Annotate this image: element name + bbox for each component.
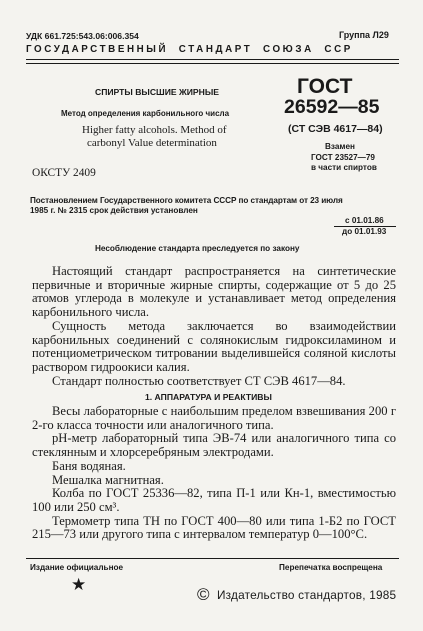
english-title-line2: carbonyl Value determination [87,137,217,149]
replaces-gost: ГОСТ 23527—79 [311,153,375,162]
gost-number: 26592—85 [284,96,380,118]
official-edition: Издание официальное [30,563,124,572]
legal-notice: Несоблюдение стандарта преследуется по закону [95,244,300,253]
document-title: СПИРТЫ ВЫСШИЕ ЖИРНЫЕ [95,87,220,97]
okstu-code: ОКСТУ 2409 [32,167,96,179]
resolution-line1: Постановлением Государственного комитета СССР по стандартам от 23 июля [30,196,343,205]
gost-label: ГОСТ [297,75,353,98]
water-bath-item: Баня водяная. [52,458,126,473]
publisher-line: Издательство стандартов, 1985 [217,588,397,602]
group-code: Группа Л29 [339,30,389,40]
standard-banner: ГОСУДАРСТВЕННЫЙ СТАНДАРТ СОЮЗА ССР [26,44,353,55]
english-title-line1: Higher fatty alcohols. Method of [82,124,227,136]
stirrer-item: Мешалка магнитная. [52,472,164,487]
footer-rule [26,558,399,559]
udk-code: УДК 661.725:543.06:006.354 [26,31,139,41]
reprint-prohibited: Перепечатка воспрещена [279,563,383,572]
header-rule-bottom [26,63,399,64]
st-sev-reference: (СТ СЭВ 4617—84) [288,123,383,135]
scope-paragraph: Настоящий стандарт распространяется на синтетические первичные и вторичные жирные спирты, содержащие от 5 до 25 атомов углерода в молекуле и устанавливает метод определения карбонильного числа. [32,264,396,320]
star-icon: ★ [71,575,87,594]
resolution-line2: 1985 г. № 2315 срок действия установлен [30,206,198,215]
flask-item: Колба по ГОСТ 25336—82, типа П-1 или Кн-1, вместимостью 100 или 250 см³. [32,486,396,514]
scales-item: Весы лабораторные с наибольшим пределом взвешивания 200 г 2-го класса точности или аналогичного типа. [32,404,396,432]
valid-from: с 01.01.86 [345,216,384,225]
replaces-part: в части спиртов [311,163,377,172]
thermometer-item: Термометр типа ТН по ГОСТ 400—80 или типа 1-Б2 по ГОСТ 215—73 или другого типа с интервалом температур 0—100°С. [32,513,396,542]
header-rule-top [26,59,399,60]
document-subtitle: Метод определения карбонильного числа [61,109,230,118]
compliance-paragraph: Стандарт полностью соответствует СТ СЭВ 4617—84. [52,373,346,388]
ph-meter-item: pH-метр лабораторный типа ЭВ-74 или аналогичного типа со стеклянным и хлорсеребряным электродами. [32,431,396,460]
intro-text [32,265,396,388]
section-1-heading: 1. АППАРАТУРА И РЕАКТИВЫ [145,392,272,402]
copyright-icon: © [197,585,210,604]
replaces-label: Взамен [325,142,355,151]
method-essence-paragraph: Сущность метода заключается во взаимодействии карбонильных соединений с солянокислым гидроксиламином и потенциометрическом титровании выделившейся соляной кислоты раствором гидроокиси калия. [32,318,396,374]
valid-to: до 01.01.93 [342,227,387,236]
section-1-text [32,405,396,542]
